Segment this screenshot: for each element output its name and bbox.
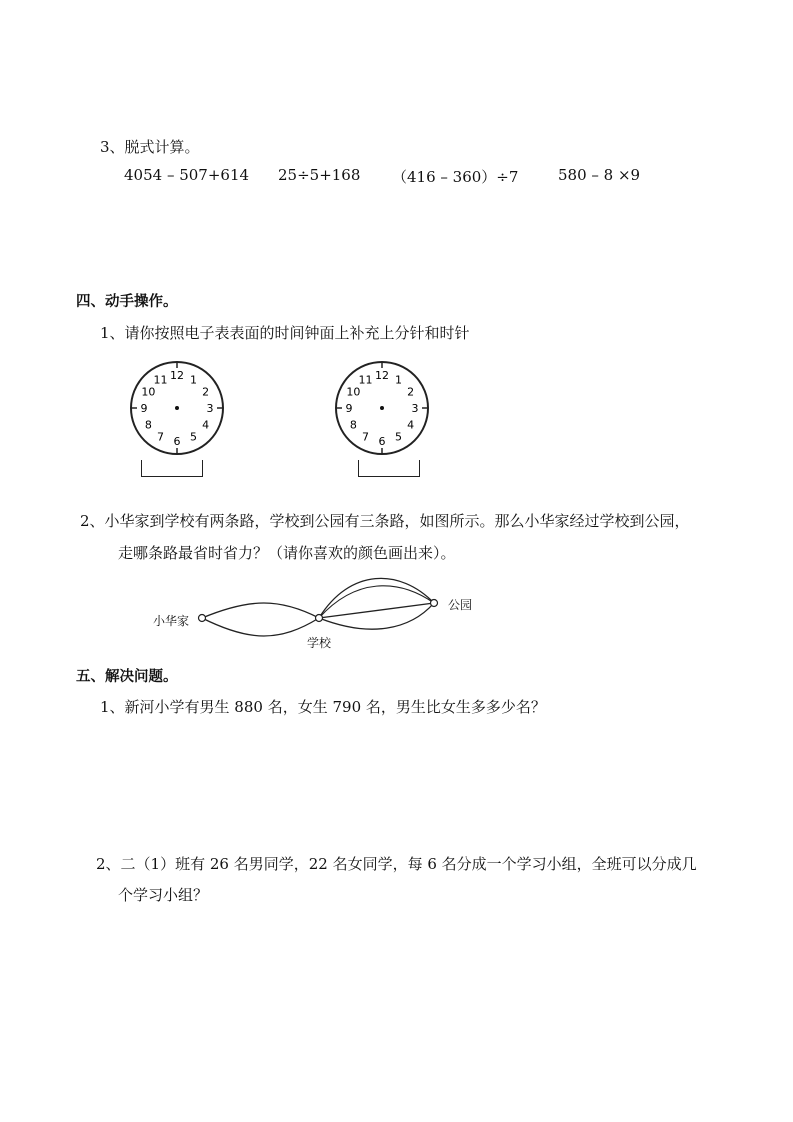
clock-number: 4 bbox=[202, 418, 210, 432]
section4-question-2-line-1: 2、小华家到学校有两条路，学校到公园有三条路，如图所示。那么小华家经过学校到公园， bbox=[80, 512, 690, 530]
clock-number: 6 bbox=[173, 435, 181, 448]
section5-question-1: 1、新河小学有男生 880 名，女生 790 名，男生比女生多多少名？ bbox=[100, 698, 546, 716]
clock-center-dot bbox=[380, 406, 384, 410]
expression-3: （416 – 360）÷7 bbox=[392, 168, 519, 186]
school-label: 学校 bbox=[307, 636, 332, 650]
clock-number: 12 bbox=[170, 369, 184, 382]
expression-2: 25÷5+168 bbox=[278, 166, 361, 184]
park-node bbox=[431, 600, 438, 607]
home-label: 小华家 bbox=[153, 614, 190, 628]
clock-number: 10 bbox=[346, 385, 361, 399]
route-home-school-upper bbox=[202, 603, 319, 618]
clock-number: 8 bbox=[349, 418, 357, 432]
clock-number: 11 bbox=[153, 373, 168, 387]
clock-number: 2 bbox=[407, 385, 415, 399]
section4-question-2-line-2: 走哪条路最省时省力？（请你喜欢的颜色画出来）。 bbox=[118, 544, 456, 562]
section5-question-2-line-2: 个学习小组？ bbox=[118, 886, 209, 904]
section4-question-1: 1、请你按照电子表表面的时间钟面上补充上分针和时针 bbox=[100, 324, 470, 342]
route-home-school-lower bbox=[202, 618, 319, 636]
clock-number: 7 bbox=[157, 430, 164, 444]
clock-number: 5 bbox=[190, 430, 197, 444]
time-answer-bracket-2 bbox=[358, 460, 420, 477]
clock-number: 1 bbox=[395, 373, 402, 387]
section5-question-2-line-1: 2、二（1）班有 26 名男同学，22 名女同学，每 6 名分成一个学习小组，全班可以分成几 bbox=[96, 855, 697, 873]
clock-number: 9 bbox=[140, 402, 148, 415]
clock-number: 1 bbox=[190, 373, 197, 387]
route-school-park-outer bbox=[319, 586, 434, 618]
expression-4: 580 – 8 ×9 bbox=[558, 166, 641, 184]
expression-1: 4054 – 507+614 bbox=[124, 166, 250, 184]
time-answer-bracket-1 bbox=[141, 460, 203, 477]
clock-number: 10 bbox=[141, 385, 156, 399]
route-school-park-top bbox=[319, 578, 434, 618]
route-school-park-middle bbox=[319, 603, 434, 618]
clock-number: 9 bbox=[345, 402, 353, 415]
clock-number: 2 bbox=[202, 385, 210, 399]
section4-heading: 四、动手操作。 bbox=[76, 294, 178, 310]
section3-title: 3、脱式计算。 bbox=[100, 138, 200, 156]
clock-face-1 bbox=[127, 358, 227, 458]
clock-number: 6 bbox=[378, 435, 386, 448]
clock-number: 3 bbox=[411, 402, 419, 415]
home-node bbox=[199, 615, 206, 622]
clock-number: 12 bbox=[375, 369, 389, 382]
clock-number: 3 bbox=[206, 402, 214, 415]
clock-number: 8 bbox=[144, 418, 152, 432]
school-node bbox=[316, 615, 323, 622]
clock-number: 11 bbox=[358, 373, 373, 387]
clock-number: 7 bbox=[362, 430, 369, 444]
clock-number: 4 bbox=[407, 418, 415, 432]
park-label: 公园 bbox=[448, 598, 473, 612]
section5-heading: 五、解决问题。 bbox=[76, 669, 178, 685]
clock-face-2 bbox=[332, 358, 432, 458]
clock-center-dot bbox=[175, 406, 179, 410]
clock-number: 5 bbox=[395, 430, 402, 444]
